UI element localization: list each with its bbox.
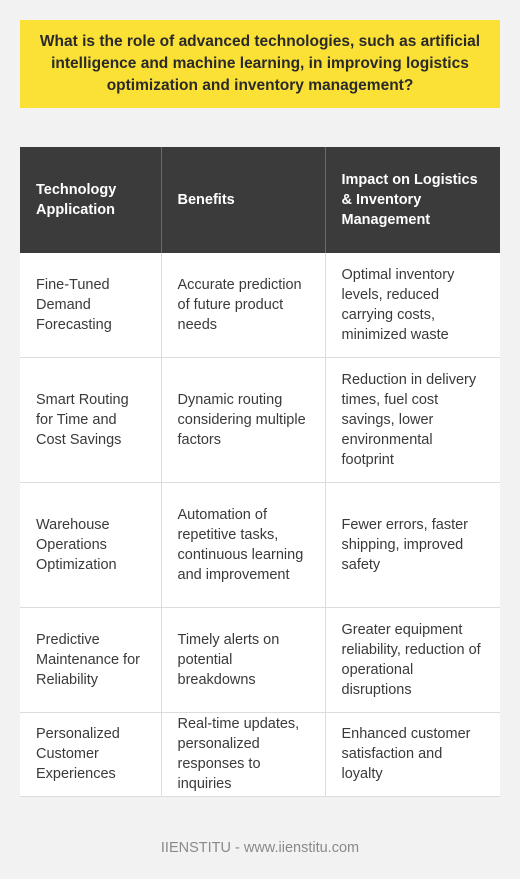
table-header-row [20, 147, 500, 253]
table-row [20, 357, 500, 482]
cell-technology: Personalized Customer Experiences [20, 712, 161, 796]
table-row [20, 712, 500, 796]
cell-impact: Enhanced customer satisfaction and loyalty [325, 712, 500, 796]
cell-benefits: Dynamic routing considering multiple factors [161, 357, 325, 482]
cell-technology: Smart Routing for Time and Cost Savings [20, 357, 161, 482]
cell-technology: Warehouse Operations Optimization [20, 482, 161, 607]
page-title: What is the role of advanced technologies, such as artificial intelligence and machine learning, in improving logistics optimization and inventory management? [39, 33, 481, 94]
table-row [20, 253, 500, 357]
cell-benefits: Timely alerts on potential breakdowns [161, 607, 325, 712]
cell-technology: Fine-Tuned Demand Forecasting [20, 253, 161, 357]
header-impact: Impact on Logistics & Inventory Management [325, 147, 500, 253]
footer-credit: IIENSTITU - www.iienstitu.com [160, 840, 360, 856]
cell-benefits: Real-time updates, personalized responses to inquiries [161, 712, 325, 796]
cell-benefits: Accurate prediction of future product needs [161, 253, 325, 357]
cell-impact: Fewer errors, faster shipping, improved safety [325, 482, 500, 607]
cell-impact: Reduction in delivery times, fuel cost savings, lower environmental footprint [325, 357, 500, 482]
comparison-table [20, 147, 500, 797]
cell-benefits: Automation of repetitive tasks, continuous learning and improvement [161, 482, 325, 607]
comparison-table-container [20, 147, 500, 797]
header-benefits: Benefits [161, 147, 325, 253]
cell-impact: Optimal inventory levels, reduced carrying costs, minimized waste [325, 253, 500, 357]
header-technology-application: Technology Application [20, 147, 161, 253]
cell-impact: Greater equipment reliability, reduction of operational disruptions [325, 607, 500, 712]
table-row [20, 607, 500, 712]
title-banner [20, 20, 500, 108]
cell-technology: Predictive Maintenance for Reliability [20, 607, 161, 712]
table-row [20, 482, 500, 607]
